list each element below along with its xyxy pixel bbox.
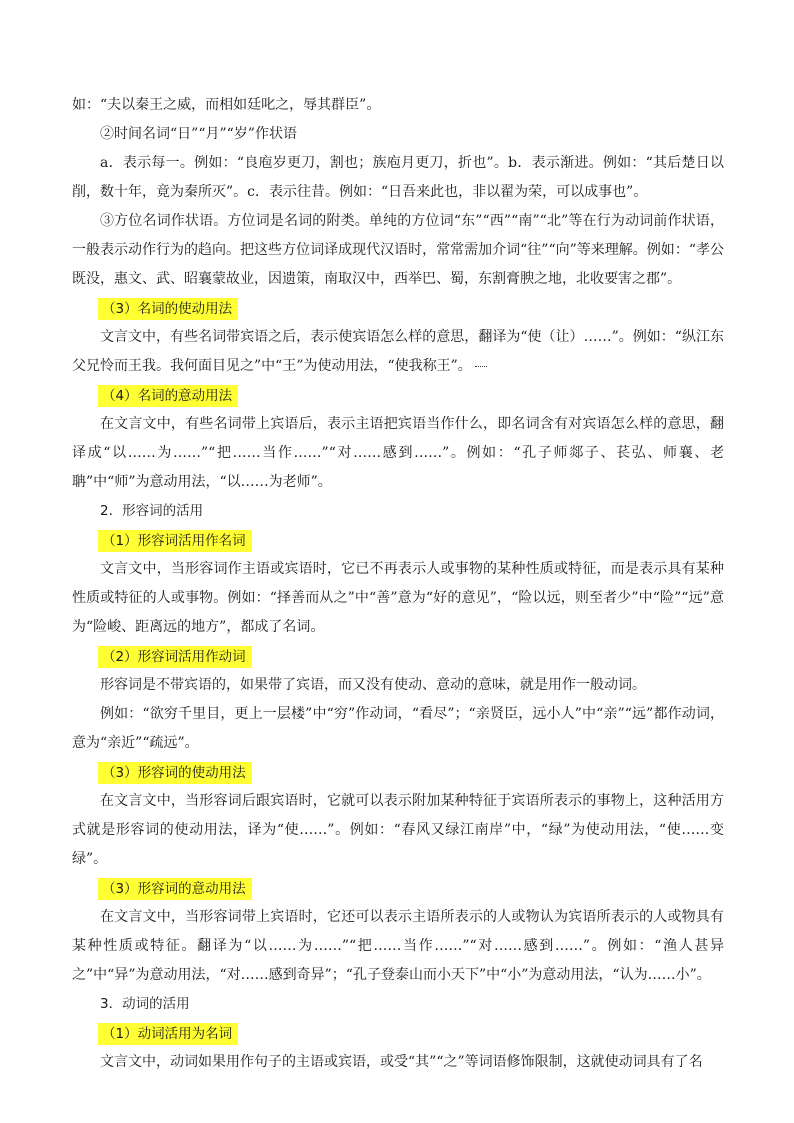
- paragraph-adjective-as-verb-example: 例如：“欲穷千里目，更上一层楼”中“穷”作动词，“看尽”；“亲贤臣，远小人”中“亲”“远”都作动词，意为“亲近”“疏远”。: [72, 706, 724, 751]
- paragraph-adjective-causative: 在文言文中，当形容词后跟宾语时，它就可以表示附加某种特征于宾语所表示的事物上，这种活用方式就是形容词的使动用法，译为“使……”。例如：“春风又绿江南岸”中，“绿”为使动用法，“使……变绿”。: [72, 793, 724, 867]
- document-page: [72, 91, 724, 1077]
- heading-adjective-causative: （3）形容词的使动用法: [98, 762, 252, 784]
- paragraph-noun-causative: [72, 323, 724, 381]
- paragraph-adjective-as-verb: 形容词是不带宾语的，如果带了宾语，而又没有使动、意动的意味，就是用作一般动词。: [100, 677, 646, 693]
- paragraph-noun-causative-text: 文言文中，有些名词带宾语之后，表示使宾语怎么样的意思，翻译为“使（让）……”。例如：“纵江东父兄怜而王我。我何面目见之”中“王”为使动用法，“使我称王”。: [72, 329, 724, 374]
- heading-adjective-usage: 2．形容词的活用: [100, 503, 204, 519]
- paragraph-noun-putative: 在文言文中，有些名词带上宾语后，表示主语把宾语当作什么，即名词含有对宾语怎么样的意思，翻译成“以……为……”“把……当作……”“对……感到……”。例如：“孔子师郯子、苌弘、师襄、老聃”中“师”为意动用法，“以……为老师”。: [72, 416, 724, 490]
- heading-noun-causative: （3）名词的使动用法: [98, 298, 238, 320]
- subheading-time-nouns: ②时间名词“日”“月”“岁”作状语: [100, 126, 297, 142]
- paragraph-direction-nouns: ③方位名词作状语。方位词是名词的附类。单纯的方位词“东”“西”“南”“北”等在行为动词前作状语，一般表示动作行为的趋向。把这些方位词译成现代汉语时，常常需加介词“往”“向”等来理解。例如：“孝公既没，惠文、武、昭襄蒙故业，因遗策，南取汉中，西举巴、蜀，东割膏腴之地，北收要害之郡”。: [72, 213, 724, 287]
- heading-noun-putative: （4）名词的意动用法: [98, 385, 238, 407]
- paragraph-verb-as-noun: 文言文中，动词如果用作句子的主语或宾语，或受“其”“之”等词语修饰限制，这就使动词具有了名: [100, 1054, 703, 1070]
- paragraph-continuation: 如：“夫以秦王之威，而相如廷叱之，辱其群臣”。: [72, 97, 381, 113]
- heading-adjective-as-noun: （1）形容词活用作名词: [98, 530, 252, 552]
- ellipsis-mark: [475, 366, 487, 367]
- heading-adjective-as-verb: （2）形容词活用作动词: [98, 646, 252, 668]
- heading-verb-as-noun: （1）动词活用为名词: [98, 1023, 238, 1045]
- paragraph-time-nouns-examples: a．表示每一。例如：“良庖岁更刀，割也；族庖月更刀，折也”。b．表示渐进。例如：“其后楚日以削，数十年，竟为秦所灭”。c．表示往昔。例如：“日吾来此也，非以翟为荣，可以成事也”。: [72, 155, 724, 200]
- paragraph-adjective-as-noun: 文言文中，当形容词作主语或宾语时，它已不再表示人或事物的某种性质或特征，而是表示具有某种性质或特征的人或事物。例如：“择善而从之”中“善”意为“好的意见”，“险以远，则至者少”中“险”“远”意为“险峻、距离远的地方”，都成了名词。: [72, 561, 724, 635]
- heading-verb-usage: 3．动词的活用: [100, 996, 190, 1012]
- paragraph-adjective-putative: 在文言文中，当形容词带上宾语时，它还可以表示主语所表示的人或物认为宾语所表示的人或物具有某种性质或特征。翻译为“以……为……”“把……当作……”“对……感到……”。例如：“渔人甚异之”中“异”为意动用法，“对……感到奇异”；“孔子登泰山而小天下”中“小”为意动用法，“认为……小”。: [72, 909, 724, 983]
- heading-adjective-putative: （3）形容词的意动用法: [98, 878, 252, 900]
